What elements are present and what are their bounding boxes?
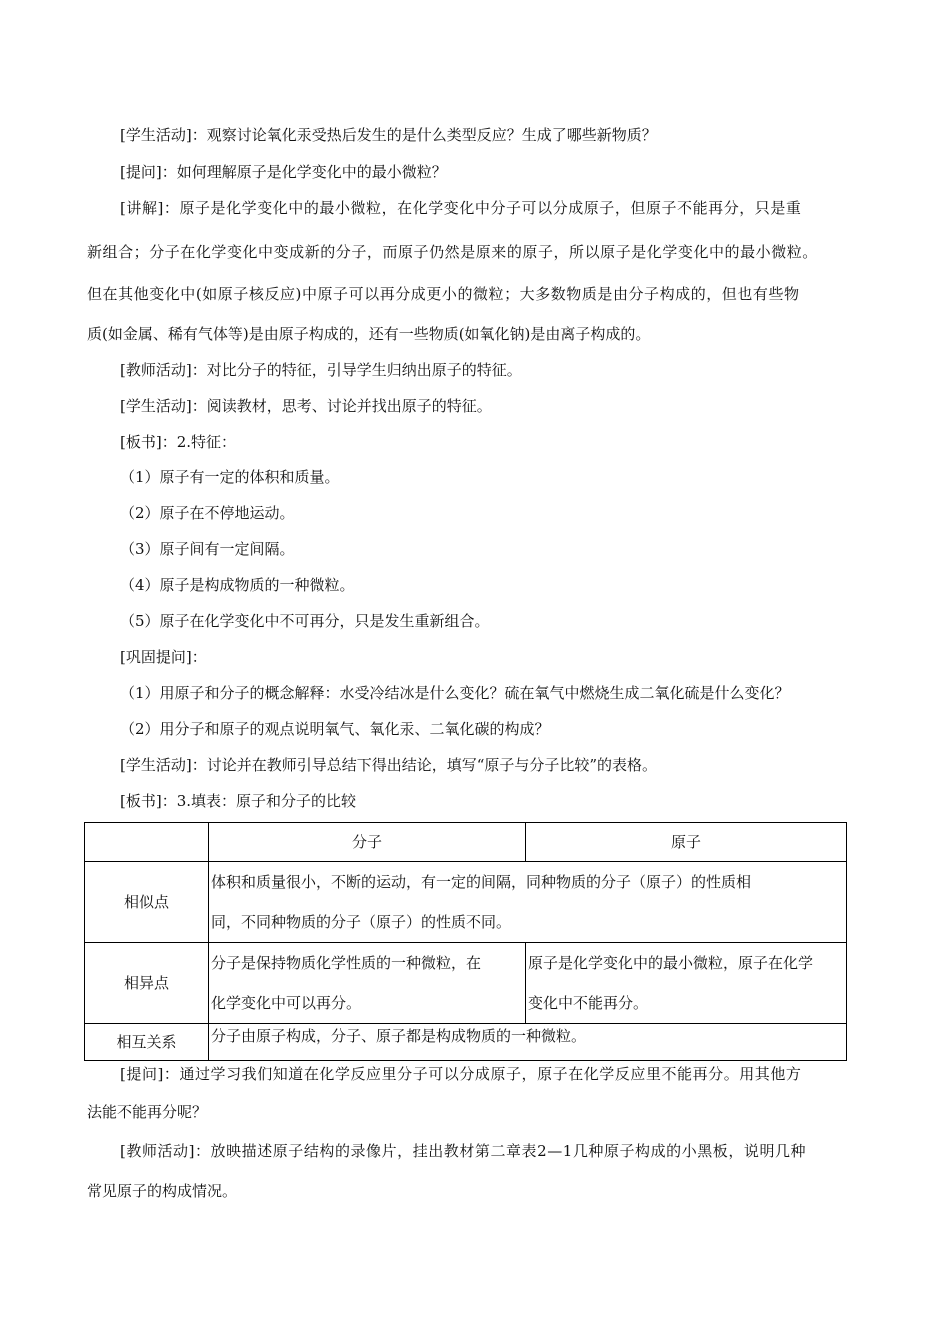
- paragraph-question-2-line-1: [提问]：通过学习我们知道在化学反应里分子可以分成原子，原子在化学反应里不能再分。用其他方: [120, 1065, 802, 1083]
- paragraph-blackboard-features: [板书]：2.特征：: [120, 433, 237, 451]
- feature-item-5: （5）原子在化学变化中不可再分，只是发生重新组合。: [120, 612, 490, 630]
- paragraph-review-questions: [巩固提问]：: [120, 648, 207, 666]
- review-question-2: （2）用分子和原子的观点说明氧气、氧化汞、二氧化碳的构成？: [120, 720, 550, 738]
- paragraph-explanation-line-1: [讲解]：原子是化学变化中的最小微粒，在化学变化中分子可以分成原子，但原子不能再分，只是重: [120, 199, 802, 217]
- row-label-similarity: 相似点: [85, 862, 209, 943]
- feature-item-1: （1）原子有一定的体积和质量。: [120, 468, 340, 486]
- paragraph-teacher-activity-1: [教师活动]：对比分子的特征，引导学生归纳出原子的特征。: [120, 361, 522, 379]
- cell-similarity-line-1: 体积和质量很小，不断的运动，有一定的间隔，同种物质的分子（原子）的性质相: [211, 873, 752, 891]
- paragraph-student-activity-3: [学生活动]：讨论并在教师引导总结下得出结论，填写“原子与分子比较”的表格。: [120, 756, 658, 774]
- paragraph-explanation-line-4: 质(如金属、稀有气体等)是由原子构成的，还有一些物质(如氧化钠)是由离子构成的。: [87, 325, 651, 343]
- cell-difference-molecule: [209, 943, 526, 1024]
- feature-item-2: （2）原子在不停地运动。: [120, 504, 295, 522]
- row-label-difference: 相异点: [85, 943, 209, 1024]
- table-header-empty: [85, 823, 209, 862]
- table-header-atom: 原子: [526, 823, 847, 862]
- feature-item-4: （4）原子是构成物质的一种微粒。: [120, 576, 355, 594]
- table-row: [85, 943, 847, 1024]
- paragraph-blackboard-table: [板书]：3.填表：原子和分子的比较: [120, 792, 357, 810]
- paragraph-explanation-line-3: 但在其他变化中(如原子核反应)中原子可以再分成更小的微粒；大多数物质是由分子构成的，但也有些物: [87, 285, 800, 303]
- cell-similarity: [209, 862, 847, 943]
- cell-relationship-text: 分子由原子构成，分子、原子都是构成物质的一种微粒。: [211, 1027, 587, 1045]
- table-header-row: [85, 823, 847, 862]
- paragraph-question-1: [提问]：如何理解原子是化学变化中的最小微粒？: [120, 163, 447, 181]
- paragraph-student-activity-2: [学生活动]：阅读教材，思考、讨论并找出原子的特征。: [120, 397, 492, 415]
- paragraph-question-2-line-2: 法能不能再分呢？: [87, 1103, 208, 1121]
- cell-similarity-line-2: 同，不同种物质的分子（原子）的性质不同。: [211, 913, 512, 931]
- table-row: [85, 862, 847, 943]
- cell-difference-molecule-line-2: 化学变化中可以再分。: [211, 994, 362, 1012]
- paragraph-teacher-activity-2-line-1: [教师活动]：放映描述原子结构的录像片，挂出教材第二章表2—1几种原子构成的小黑板，说明几种: [120, 1142, 807, 1160]
- cell-difference-atom: [526, 943, 847, 1024]
- cell-difference-atom-line-2: 变化中不能再分。: [528, 994, 649, 1012]
- paragraph-teacher-activity-2-line-2: 常见原子的构成情况。: [87, 1182, 238, 1200]
- feature-item-3: （3）原子间有一定间隔。: [120, 540, 295, 558]
- comparison-table: [84, 822, 847, 1061]
- paragraph-explanation-line-2: 新组合；分子在化学变化中变成新的分子，而原子仍然是原来的原子，所以原子是化学变化中的最小微粒。: [87, 243, 818, 261]
- paragraph-student-activity-1: [学生活动]：观察讨论氧化汞受热后发生的是什么类型反应？生成了哪些新物质？: [120, 126, 657, 144]
- cell-relationship: [209, 1024, 847, 1061]
- table-header-molecule: 分子: [209, 823, 526, 862]
- cell-difference-molecule-line-1: 分子是保持物质化学性质的一种微粒，在: [211, 954, 482, 972]
- cell-difference-atom-line-1: 原子是化学变化中的最小微粒，原子在化学: [528, 954, 814, 972]
- review-question-1: （1）用原子和分子的概念解释：水受冷结冰是什么变化？硫在氧气中燃烧生成二氧化硫是什么变化？: [120, 684, 790, 702]
- row-label-relationship: 相互关系: [85, 1024, 209, 1061]
- table-row: [85, 1024, 847, 1061]
